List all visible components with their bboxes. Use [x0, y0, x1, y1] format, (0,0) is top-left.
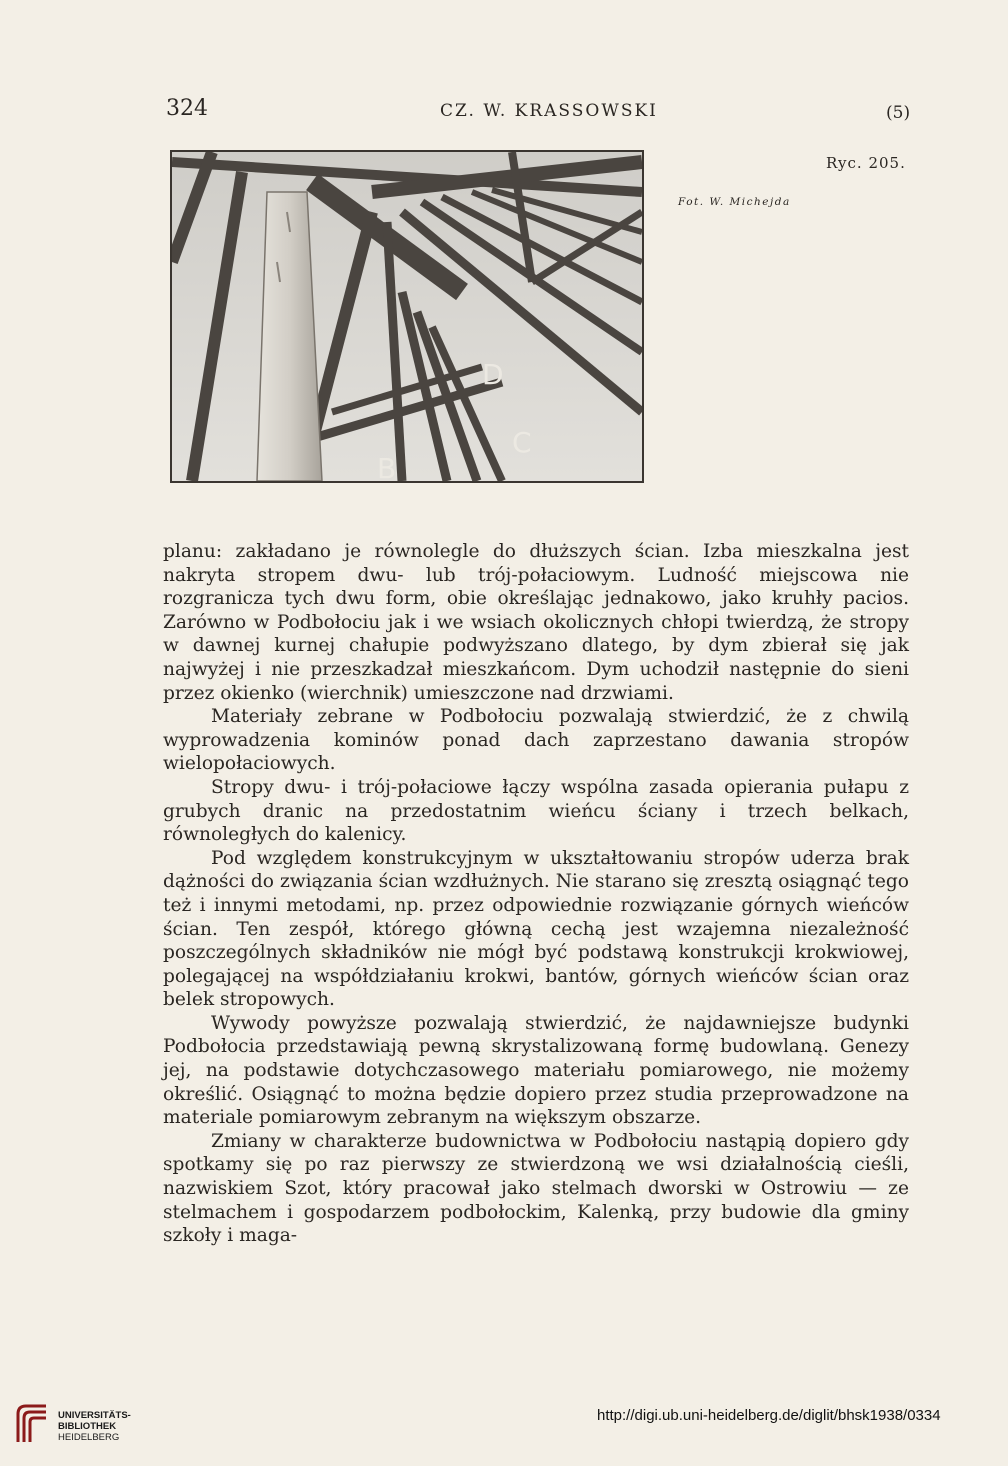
paragraph: Pod względem konstrukcyjnym w ukształtowaniu stropów uderza brak dążności do związania ścian wzdłużnych. Nie starano się zresztą osiągnąć tego też i innymi metodami, np. przez odpowiednie rozwiązanie górnych wieńców ścian. Ten zespół, którego główną cechą jest wzajemna niezależność poszczególnych składników nie mógł być podstawą konstrukcji krokwiowej, polegającej na współdziałaniu krokwi, bantów, górnych wieńców ścian oraz belek stropowych. — [163, 847, 909, 1011]
section-number: (5) — [886, 103, 911, 123]
paragraph: Zmiany w charakterze budownictwa w Podbołociu nastąpią dopiero gdy spotkamy się po raz pierwszy ze stwierdzoną we wsi działalnością cieśli, nazwiskiem Szot, który pracował jako stelmach dworski w Ostrowiu — ze stelmachem i gospodarzem podbołockim, Kalenką, przy budowie dla gminy szkoły i maga- — [163, 1130, 909, 1247]
library-name — [58, 1410, 131, 1443]
figure-label-d: D — [482, 358, 504, 391]
paragraph: Materiały zebrane w Podbołociu pozwalają stwierdzić, że z chwilą wyprowadzenia kominów ponad dach zaprzestano dawania stropów wielopołaciowych. — [163, 706, 909, 775]
figure-label-c: C — [512, 426, 532, 459]
paragraph: planu: zakładano je równolegle do dłuższych ścian. Izba mieszkalna jest nakryta stropem dwu- lub trój-połaciowym. Ludność miejscowa nie rozgranicza tych dwu form, obie określając jednakowo, jako kruhły pacios. Zarówno w Podbołociu jak i we wsiach okolicznych chłopi twierdzą, że stropy w dawnej kurnej chałupie podwyższano dlatego, by dym zbierał się jak najwyżej i nie przeszkadzał mieszkańcom. Dym uchodził następnie do sieni przez okienko (wierchnik) umieszczone nad drzwiami. — [163, 541, 909, 704]
library-name-line: UNIVERSITÄTS- — [58, 1410, 131, 1421]
figure-label-b: B — [377, 452, 397, 481]
paragraph: Wywody powyższe pozwalają stwierdzić, że najdawniejsze budynki Podbołocia przedstawiają pewną skrystalizowaną formę budowlaną. Genezy jej, na podstawie dotychczasowego materiału pomiarowego, nie możemy określić. Osiągnąć to można będzie dopiero przez studia przeprowadzone na materiale pomiarowym zebranym na większym obszarze. — [163, 1012, 909, 1129]
library-name-line: HEIDELBERG — [58, 1432, 120, 1443]
rafters-photo-illustration — [172, 152, 642, 481]
paragraph: Stropy dwu- i trój-połaciowe łączy wspólna zasada opierania pułapu z grubych dranic na przedostatnim wieńcu ściany i trzech belkach, równoległych do kalenicy. — [163, 776, 909, 846]
running-head: CZ. W. KRASSOWSKI — [440, 101, 658, 121]
photo-credit: Fot. W. Michejda — [678, 196, 791, 208]
figure-number: Ryc. 205. — [826, 154, 906, 172]
library-logo-icon — [12, 1402, 52, 1448]
source-url-link[interactable]: http://digi.ub.uni-heidelberg.de/diglit/bhsk1938/0334 — [597, 1407, 941, 1424]
library-name-line: BIBLIOTHEK — [58, 1421, 117, 1432]
figure-photo — [170, 150, 644, 483]
body-text — [163, 540, 909, 1248]
page-number: 324 — [166, 96, 208, 121]
